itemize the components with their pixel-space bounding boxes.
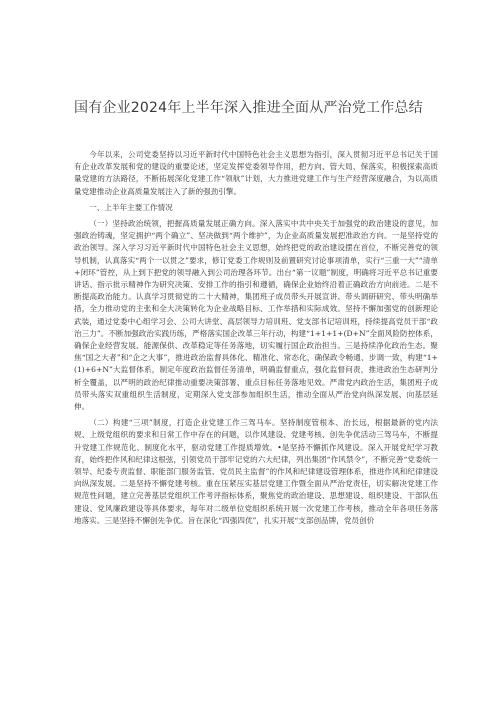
- intro-paragraph: 今年以来，公司党委坚持以习近平新时代中国特色社会主义思想为指引，深入贯彻习近平总书记关于国有企业改革发展和党的建设的重要论述，坚定发挥党委领导作用，把方向、管大局、保落实，积极探索高质量党建的方法路径，不断拓展深化党建工作“领航”计划，大力推进党建工作与生产经营深度融合，为以高质量党建推动企业高质量发展注入了新的强劲引擎。: [74, 150, 438, 196]
- document-title: 国有企业2024年上半年深入推进全面从严治党工作总结: [74, 100, 423, 116]
- subsection-paragraph-1: （一）坚持政治统领，把握高质量发展正确方向。深入落实中共中央关于加强党的政治建设的意见，加强政治铸魂，坚定拥护“两个确立”、坚决做到“两个维护”，为企业高质量发展把准政治方向。一是坚持党的政治领导。深入学习习近平新时代中国特色社会主义思想，始终把党的政治建设摆在首位，不断完善党的领导机制，认真落实“两个一以贯之”要求，修订党委工作规则及前置研究讨论事项清单，实行“三重一大”“清单+闭环”管控，从上到下把党的领导融入到公司治理各环节。出台“第一议题”制度，明确将习近平总书记重要讲话、指示批示精神作为研究决策、安排工作的指引和遵循，确保企业始终沿着正确政治方向前进。二是不断提高政治能力。认真学习贯彻党的二十大精神，集团班子成员带头开展宣讲、带头调研研究、带头明确举措，全力推动党的主张和全大决策转化为企业战略目标、工作举措和实际成效。坚持不懈加强党的创新理论武装，通过党委中心组学习会、公司大讲堂、高层领导力培训班、党支部书记培训班，持续提高党员干部“政治三力”。不断加强政治实践历练，严格落实国企改革三年行动，构建“1+1+1+(D+N”全面风险防控体系，确保企业经营发展、能源保供、改革稳定等任务落地，切实履行国企政治担当。三是持续净化政治生态。聚焦“国之大者”和“企之大事”，推进政治监督具体化、精准化、常态化，确保政令畅通、步调一致，构建“1+(1)+6+N”大监督体系，制定年度政治监督任务清单，明确监督重点，强化监督问责，推进政治生态研判分析全覆盖，以严明的政治纪律推动重要决策部署、重点目标任务落地见效。严肃党内政治生活，集团班子成员带头落实双重组织生活制度，定期深入党支部参加组织生活，推动全面从严治党向纵深发展、向基层延伸。: [74, 219, 438, 412]
- section-heading: 一、上半年主要工作情况: [89, 202, 173, 212]
- subsection-paragraph-2: （二）构建“三项”制度，打造企业党建工作三驾马车。坚持制度管根本、治长远，根据最新的党内法规、上级党组织的要求和日常工作中存在的问题，以作风建设、党建考核、创先争优活动三驾马车，不断提升党建工作规范化、制度化水平，驱动党建工作提质增效。•是坚持不懈抓作风建设。深入开展党纪学习教育，始终把作风和纪律这根弦，引领党员干部牢记党的六大纪律，列出集团“作风禁令”，不断完善“党委统一领导、纪委专责监督、职能部门服务监管、党员民主监督”的作风和纪律建设管理体系，推进作风和纪律建设向纵深发展。二是坚持不懈党建考核。重在压紧压实基层党建工作暨全面从严治党责任，切实解决党建工作规范性问题，建立完善基层党组织工作考评指标体系，聚焦党的政治建设、思想建设、组织建设、干部队伍建设、党风廉政建设等具体要求，每年对二级单位党组织系统开展一次党建工作考核，推动全年各项任务落地落实。三是坚持不懈创先争优。旨在深化“四强四优”，扎实开展“支部创品牌，党员创价: [74, 418, 438, 525]
- document-body: [74, 149, 438, 531]
